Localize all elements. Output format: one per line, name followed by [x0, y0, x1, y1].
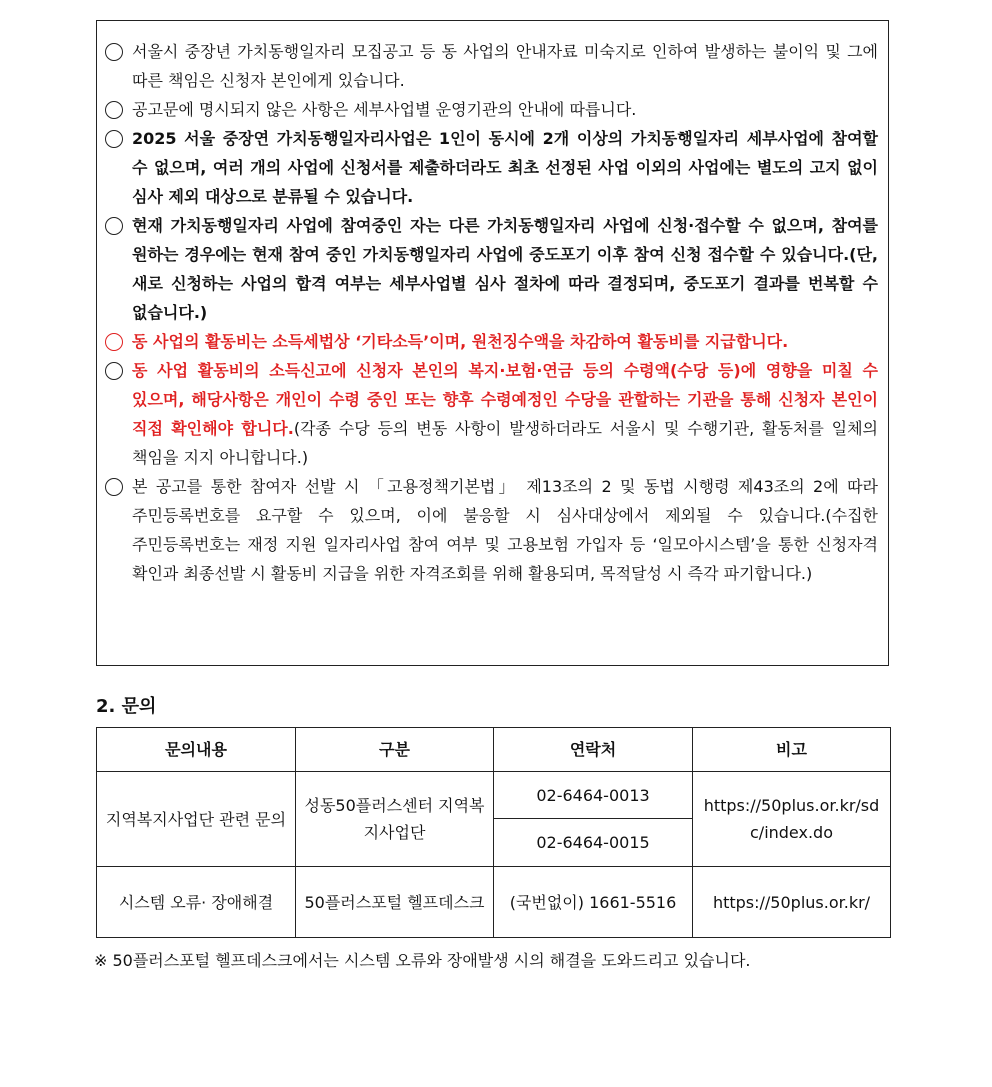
notice-text	[132, 356, 878, 472]
table-header: 문의내용	[97, 728, 296, 772]
circle-bullet-icon	[105, 333, 123, 351]
table-header: 비고	[693, 728, 891, 772]
table-cell: 02-6464-0013	[494, 772, 693, 819]
table-header-row	[97, 728, 891, 772]
notice-text: 서울시 중장년 가치동행일자리 모집공고 등 동 사업의 안내자료 미숙지로 인하여 발생하는 불이익 및 그에 따른 책임은 신청자 본인에게 있습니다.	[132, 42, 878, 90]
table-header: 연락처	[494, 728, 693, 772]
notice-item	[105, 472, 878, 588]
table-row	[97, 772, 891, 819]
inquiry-table	[96, 727, 891, 938]
table-cell: 성동50플러스센터 지역복지사업단	[296, 772, 494, 867]
table-cell-link[interactable]: https://50plus.or.kr/sdc/index.do	[693, 772, 891, 867]
notice-text: 본 공고를 통한 참여자 선발 시 「고용정책기본법」 제13조의 2 및 동법 시행령 제43조의 2에 따라 주민등록번호를 요구할 수 있으며, 이에 불응할 시 심사대상에서 제외될 수 있습니다.(수집한 주민등록번호는 재정 지원 일자리사업 참여 여부 및 고용보험 가입자 등 ‘일모아시스템’을 통한 신청자격 확인과 최종선발 시 활동비 지급을 위한 자격조회를 위해 활용되며, 목적달성 시 즉각 파기합니다.)	[132, 477, 878, 583]
notice-text-normal: (각종 수당 등의 변동 사항이 발생하더라도 서울시 및 수행기관, 활동처를 일체의 책임을 지지 아니합니다.)	[132, 419, 879, 467]
table-cell: (국번없이) 1661-5516	[494, 867, 693, 938]
table-cell-link[interactable]: https://50plus.or.kr/	[693, 867, 891, 938]
notice-box	[96, 20, 889, 666]
notice-text: 공고문에 명시되지 않은 사항은 세부사업별 운영기관의 안내에 따릅니다.	[132, 100, 637, 119]
table-cell: 지역복지사업단 관련 문의	[97, 772, 296, 867]
notice-item	[105, 124, 878, 211]
circle-bullet-icon	[105, 101, 123, 119]
notice-item	[105, 327, 878, 356]
circle-bullet-icon	[105, 217, 123, 235]
notice-text: 동 사업의 활동비는 소득세법상 ‘기타소득’이며, 원천징수액을 차감하여 활동비를 지급합니다.	[132, 332, 789, 351]
table-row	[97, 867, 891, 938]
notice-text: 2025 서울 중장연 가치동행일자리사업은 1인이 동시에 2개 이상의 가치동행일자리 세부사업에 참여할 수 없으며, 여러 개의 사업에 신청서를 제출하더라도 최초 선정된 사업 이외의 사업에는 별도의 고지 없이 심사 제외 대상으로 분류될 수 있습니다.	[132, 129, 878, 206]
footnote: ※ 50플러스포털 헬프데스크에서는 시스템 오류와 장애발생 시의 해결을 도와드리고 있습니다.	[94, 951, 751, 970]
table-header: 구분	[296, 728, 494, 772]
notice-item	[105, 37, 878, 95]
notice-text-highlight: 동 사업 활동비의 소득신고에 신청자 본인의 복지·보험·연금 등의 수령액(수당 등)에 영향을 미칠 수 있으며, 해당사항은 개인이 수령 중인 또는 향후 수령예정인 수당을 관할하는 기관을 통해 신청자 본인이 직접 확인해야 합니다.	[132, 361, 878, 438]
notice-item	[105, 211, 878, 327]
table-cell: 02-6464-0015	[494, 819, 693, 867]
circle-bullet-icon	[105, 362, 123, 380]
table-cell: 50플러스포털 헬프데스크	[296, 867, 494, 938]
circle-bullet-icon	[105, 130, 123, 148]
table-cell: 시스템 오류· 장애해결	[97, 867, 296, 938]
notice-item	[105, 356, 878, 472]
circle-bullet-icon	[105, 478, 123, 496]
circle-bullet-icon	[105, 43, 123, 61]
notice-item	[105, 95, 878, 124]
section-title: 2. 문의	[96, 696, 157, 717]
notice-text: 현재 가치동행일자리 사업에 참여중인 자는 다른 가치동행일자리 사업에 신청·접수할 수 없으며, 참여를 원하는 경우에는 현재 참여 중인 가치동행일자리 사업에 중도포기 이후 참여 신청 접수할 수 있습니다.(단, 새로 신청하는 사업의 합격 여부는 세부사업별 심사 절차에 따라 결정되며, 중도포기 결과를 번복할 수 없습니다.)	[132, 216, 878, 322]
